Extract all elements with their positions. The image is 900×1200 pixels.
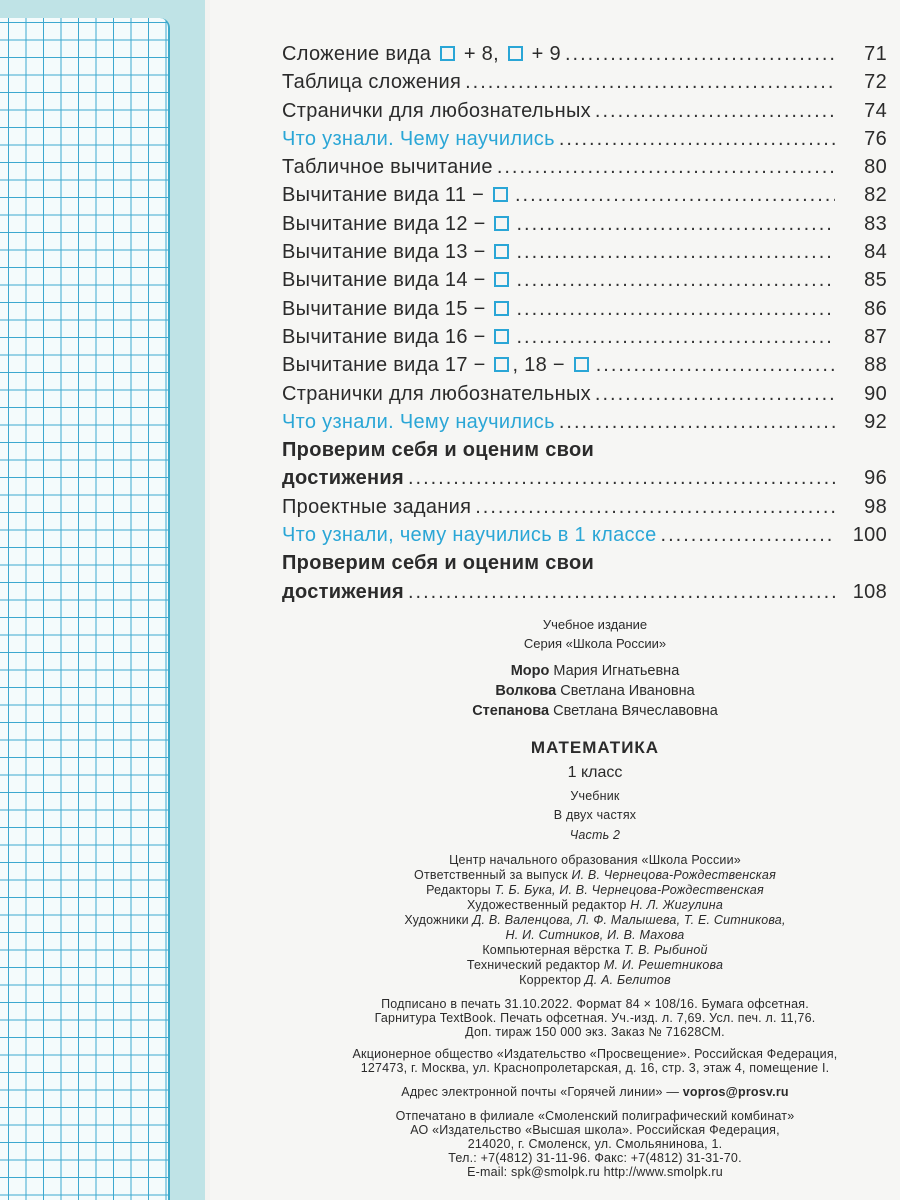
- printer-line: АО «Издательство «Высшая школа». Российская Федерация,: [410, 1123, 780, 1137]
- toc-row: [282, 210, 887, 238]
- leader-dots: [516, 210, 835, 238]
- toc-entry-title: Вычитание вида 17 − , 18 −: [282, 351, 592, 379]
- edition-label: Учебное издание: [542, 617, 648, 632]
- toc-entry-title: достижения: [282, 580, 404, 603]
- book-grade: 1 класс: [567, 764, 623, 781]
- toc-page-number: 83: [864, 212, 887, 235]
- author-surname: Волкова: [495, 683, 557, 699]
- toc-row: [282, 351, 887, 379]
- book-title: МАТЕМАТИКА: [530, 738, 660, 757]
- leader-dots: [516, 266, 835, 294]
- toc-page-number: 72: [864, 71, 887, 94]
- publisher-line: Акционерное общество «Издательство «Просвещение». Российская Федерация,: [352, 1047, 838, 1061]
- toc-page-number: 87: [864, 325, 887, 348]
- author-surname: Степанова: [472, 703, 550, 719]
- credit-line: Компьютерная вёрстка Т. В. Рыбиной: [482, 943, 708, 957]
- leader-dots: [465, 68, 835, 96]
- toc-row: [282, 549, 887, 577]
- hotline-email-line: Адрес электронной почты «Горячей линии» — vopros@prosv.ru: [401, 1085, 789, 1099]
- print-info-line: Подписано в печать 31.10.2022. Формат 84 × 108/16. Бумага офсетная.: [381, 997, 809, 1011]
- publisher-line: 127473, г. Москва, ул. Краснопролетарская, д. 16, стр. 3, этаж 4, помещение I.: [360, 1061, 830, 1075]
- leader-dots: [408, 578, 835, 606]
- print-info-line: Доп. тираж 150 000 экз. Заказ № 71628СМ.: [465, 1025, 725, 1039]
- toc-entry-title: Что узнали. Чему научились: [282, 410, 555, 433]
- toc-page-number: 90: [864, 382, 887, 405]
- leader-dots: [515, 181, 835, 209]
- table-of-contents: [282, 40, 887, 606]
- toc-entry-title: Что узнали. Чему научились: [282, 127, 555, 150]
- toc-page-number: 96: [864, 467, 887, 490]
- grid-paper-graphic: [0, 18, 170, 1200]
- toc-page-number: 71: [864, 43, 887, 65]
- toc-page-number: 74: [864, 99, 887, 122]
- author-name: Светлана Вячеславовна: [553, 703, 718, 719]
- blank-box-icon: [574, 357, 589, 372]
- leader-dots: [475, 493, 835, 521]
- leader-dots: [516, 238, 835, 266]
- leader-dots: [595, 380, 835, 408]
- toc-row: [282, 408, 887, 436]
- author-line: [300, 681, 890, 702]
- toc-page-number: 98: [864, 495, 887, 518]
- credit-line: Редакторы Т. Б. Бука, И. В. Чернецова-Рождественская: [426, 883, 764, 897]
- toc-page-number: 108: [852, 580, 887, 603]
- series-label: Серия «Школа России»: [523, 636, 667, 651]
- toc-entry-title: Вычитание вида 16 −: [282, 323, 512, 351]
- leader-dots: [565, 40, 835, 68]
- credit-line: Корректор Д. А. Белитов: [519, 973, 671, 987]
- toc-entry-title: Вычитание вида 15 −: [282, 295, 512, 323]
- book-part: Часть 2: [569, 828, 621, 842]
- toc-entry-title: Проектные задания: [282, 495, 472, 518]
- book-type: Учебник: [570, 789, 620, 803]
- toc-page-number: 85: [864, 269, 887, 292]
- toc-row: [282, 238, 887, 266]
- printer-line: Отпечатано в филиале «Смоленский полиграфический комбинат»: [395, 1109, 795, 1123]
- blank-box-icon: [494, 244, 509, 259]
- toc-row: [282, 578, 887, 606]
- toc-entry-title: Проверим себя и оценим свои: [282, 552, 595, 575]
- toc-entry-title: Вычитание вида 14 −: [282, 266, 512, 294]
- leader-dots: [497, 153, 835, 181]
- blank-box-icon: [494, 357, 509, 372]
- credit-line: Художники Д. В. Валенцова, Л. Ф. Малышева, Т. Е. Ситникова,: [404, 913, 786, 927]
- credit-line: Художественный редактор Н. Л. Жигулина: [466, 898, 724, 912]
- leader-dots: [408, 464, 835, 492]
- toc-entry-title: Странички для любознательных: [282, 382, 591, 405]
- leader-dots: [516, 323, 835, 351]
- credit-line: Н. И. Ситников, И. В. Махова: [505, 928, 685, 942]
- blank-box-icon: [494, 216, 509, 231]
- left-margin-strip: [0, 0, 205, 1200]
- toc-row: [282, 521, 887, 549]
- printer-line: 214020, г. Смоленск, ул. Смольянинова, 1.: [467, 1137, 723, 1151]
- toc-page-number: 88: [864, 354, 887, 377]
- toc-row: [282, 464, 887, 492]
- author-name: Светлана Ивановна: [560, 683, 695, 699]
- toc-row: [282, 97, 887, 125]
- toc-entry-title: Вычитание вида 12 −: [282, 210, 512, 238]
- toc-row: [282, 125, 887, 153]
- toc-page-number: 86: [864, 297, 887, 320]
- toc-page-number: 92: [864, 410, 887, 433]
- printer-line: Тел.: +7(4812) 31-11-96. Факс: +7(4812) 31-31-70.: [448, 1151, 742, 1165]
- toc-page-number: 76: [864, 127, 887, 150]
- blank-box-icon: [494, 329, 509, 344]
- printer-line: E-mail: spk@smolpk.ru http://www.smolpk.ru: [467, 1165, 723, 1179]
- leader-dots: [595, 97, 835, 125]
- toc-row: [282, 323, 887, 351]
- credit-line: Центр начального образования «Школа России»: [449, 853, 741, 867]
- leader-dots: [596, 351, 835, 379]
- toc-entry-title: Табличное вычитание: [282, 156, 493, 179]
- toc-row: [282, 68, 887, 96]
- author-name: Мария Игнатьевна: [553, 663, 680, 679]
- blank-box-icon: [440, 46, 455, 61]
- print-info-line: Гарнитура TextBook. Печать офсетная. Уч.-изд. л. 7,69. Усл. печ. л. 11,76.: [374, 1011, 816, 1025]
- toc-page-number: 84: [864, 241, 887, 264]
- toc-page-number: 82: [864, 184, 887, 207]
- blank-box-icon: [494, 272, 509, 287]
- book-parts: В двух частях: [553, 808, 637, 822]
- toc-row: [282, 153, 887, 181]
- toc-row: [282, 380, 887, 408]
- leader-dots: [559, 408, 835, 436]
- toc-row: [282, 493, 887, 521]
- toc-entry-title: Что узнали, чему научились в 1 классе: [282, 524, 657, 547]
- toc-row: [282, 295, 887, 323]
- toc-page-number: 80: [864, 156, 887, 179]
- credit-line: Технический редактор М. И. Решетникова: [466, 958, 724, 972]
- hotline-email: vopros@prosv.ru: [682, 1085, 789, 1099]
- blank-box-icon: [508, 46, 523, 61]
- toc-row: [282, 436, 887, 464]
- toc-page-number: 100: [852, 524, 887, 547]
- toc-entry-title: Сложение вида + 8, + 9: [282, 43, 561, 65]
- credit-line: Ответственный за выпуск И. В. Чернецова-Рождественская: [414, 868, 776, 882]
- toc-row: [282, 266, 887, 294]
- leader-dots: [661, 521, 835, 549]
- toc-entry-title: достижения: [282, 467, 404, 490]
- leader-dots: [559, 125, 835, 153]
- toc-entry-title: Таблица сложения: [282, 71, 462, 94]
- author-line: [300, 661, 890, 682]
- leader-dots: [516, 295, 835, 323]
- author-line: [300, 701, 890, 722]
- toc-entry-title: Вычитание вида 11 −: [282, 181, 511, 209]
- toc-row: [282, 181, 887, 209]
- toc-entry-title: Вычитание вида 13 −: [282, 238, 512, 266]
- toc-entry-title: Странички для любознательных: [282, 99, 591, 122]
- toc-row: [282, 40, 887, 68]
- toc-entry-title: Проверим себя и оценим свои: [282, 439, 595, 462]
- blank-box-icon: [494, 301, 509, 316]
- author-surname: Моро: [510, 663, 550, 679]
- blank-box-icon: [493, 187, 508, 202]
